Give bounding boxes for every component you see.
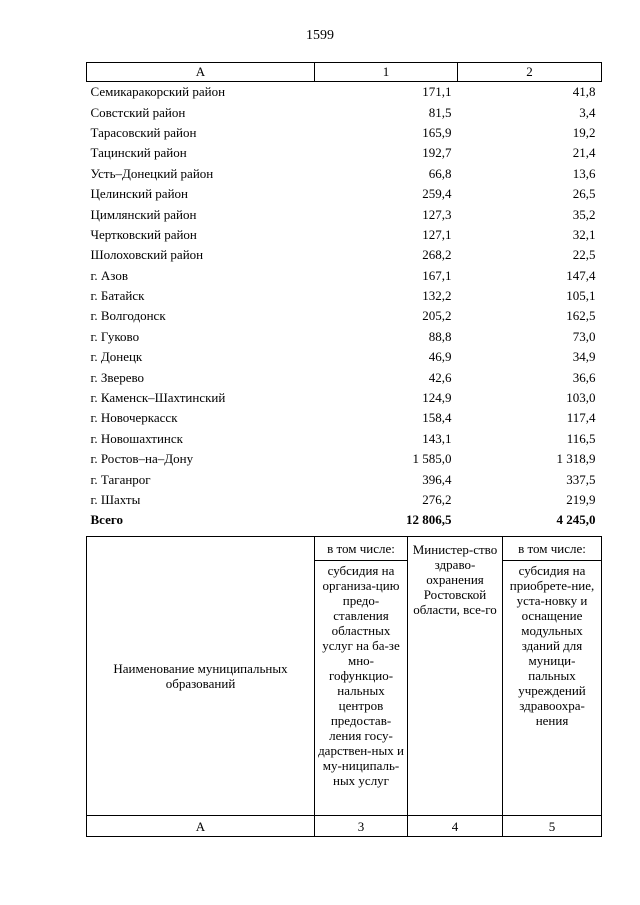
row-name: г. Шахты [90,492,141,507]
col-number-a: А [87,816,315,837]
row-value-1: 276,2 [422,492,452,507]
data-table-bottom [86,536,602,837]
row-value-2: 3,4 [579,104,596,120]
row-name: Целинский район [90,186,188,202]
row-value-1: 81,5 [428,104,452,120]
row-value-1: 66,8 [428,165,452,181]
total-row [87,510,602,530]
table-row [87,286,602,306]
row-value-2: 26,5 [572,186,596,202]
row-value-1: 1 585,0 [412,451,452,467]
row-name: Цимлянский район [90,206,197,222]
row-name: г. Каменск–Шахтинский [90,390,226,406]
total-value-2: 4 245,0 [556,512,596,528]
row-value-1: 158,4 [422,410,452,426]
row-value-2: 105,1 [566,288,596,304]
table-row [87,245,602,265]
row-value-1: 46,9 [428,349,452,365]
row-name: г. Таганрог [90,471,151,487]
row-value-2: 1 318,9 [556,451,596,467]
row-value-2: 35,2 [572,206,596,222]
table-row [87,204,602,224]
row-value-1: 143,1 [422,430,452,446]
table-row [87,266,602,286]
table-row [87,164,602,184]
total-label: Всего [90,512,123,528]
row-name: г. Гуково [90,328,140,344]
row-name: г. Зверево [90,369,145,385]
table-row [87,408,602,428]
row-value-1: 167,1 [422,267,452,283]
data-table-top [86,62,602,531]
col5-including-label: в том числе: [503,537,602,561]
row-value-2: 147,4 [566,267,596,283]
table-row [87,327,602,347]
row-value-1: 127,3 [422,206,452,222]
row-name: г. Азов [90,267,128,283]
table-row [87,102,602,122]
row-name: г. Новочеркасск [90,410,178,426]
table-row [87,123,602,143]
table-row [87,449,602,469]
row-name: г. Новошахтинск [90,430,183,446]
table-row [87,388,602,408]
row-name: Шолоховский район [90,247,204,263]
table-row [87,367,602,387]
col-number-3: 3 [315,816,408,837]
row-value-2: 219,9 [566,492,596,507]
row-value-2: 117,4 [566,410,596,426]
row-name: Совстский район [90,104,186,120]
row-value-1: 42,6 [428,369,452,385]
row-value-1: 205,2 [422,308,452,324]
municipality-name-header: Наименование муниципальных образований [87,537,315,816]
row-value-2: 162,5 [566,308,596,324]
row-value-2: 13,6 [572,165,596,181]
table-row [87,225,602,245]
column-header-row [87,63,602,82]
col-header-2: 2 [458,63,602,82]
row-name: г. Ростов–на–Дону [90,451,194,467]
row-name: Чертковский район [90,226,197,242]
row-name: г. Волгодонск [90,308,166,324]
col-header-1: 1 [315,63,458,82]
row-value-2: 116,5 [566,430,596,446]
row-name: Тарасовский район [90,124,197,140]
col-number-5: 5 [503,816,602,837]
row-value-1: 88,8 [428,328,452,344]
col5-header: субсидия на приобрете-ние, уста-новку и оснащение модульных зданий для муници-пальных учреждений здравоохра-нения [503,561,602,816]
column-number-row [87,816,602,837]
col3-header: субсидия на организа-цию предо-ставления областных услуг на ба-зе мно-гофункцио-нальных центров предостав-ления госу-дарствен-ных и му-ниципаль-ных услуг [315,561,408,816]
table-row [87,82,602,103]
row-name: Усть–Донецкий район [90,165,214,181]
table-row [87,469,602,489]
row-value-2: 32,1 [572,226,596,242]
row-value-1: 127,1 [422,226,452,242]
col-number-4: 4 [408,816,503,837]
col3-including-label: в том числе: [315,537,408,561]
row-value-2: 73,0 [572,328,596,344]
row-name: Тацинский район [90,145,187,161]
page-number: 1599 [306,28,334,43]
table-row [87,429,602,449]
row-value-2: 337,5 [566,471,596,487]
row-value-2: 21,4 [572,145,596,161]
row-name: Семикаракорский район [90,84,226,100]
row-value-1: 268,2 [422,247,452,263]
row-value-2: 41,8 [572,84,596,100]
row-value-1: 124,9 [422,390,452,406]
row-value-2: 103,0 [566,390,596,406]
row-value-2: 36,6 [572,369,596,385]
col4-header: Министер-ство здраво-охранения Ростовской области, все-го [408,537,503,816]
table-row [87,347,602,367]
row-value-1: 165,9 [422,124,452,140]
row-value-1: 171,1 [422,84,452,100]
table-row [87,306,602,326]
table-row [87,490,602,510]
row-value-2: 22,5 [572,247,596,263]
row-value-1: 132,2 [422,288,452,304]
table-row [87,184,602,204]
total-value-1: 12 806,5 [406,512,452,528]
row-value-1: 396,4 [422,471,452,487]
row-value-1: 259,4 [422,186,452,202]
col-header-a: А [87,63,315,82]
row-name: г. Батайск [90,288,145,304]
row-name: г. Донецк [90,349,143,365]
row-value-2: 19,2 [572,124,596,140]
row-value-1: 192,7 [422,145,452,161]
table-row [87,143,602,163]
row-value-2: 34,9 [572,349,596,365]
